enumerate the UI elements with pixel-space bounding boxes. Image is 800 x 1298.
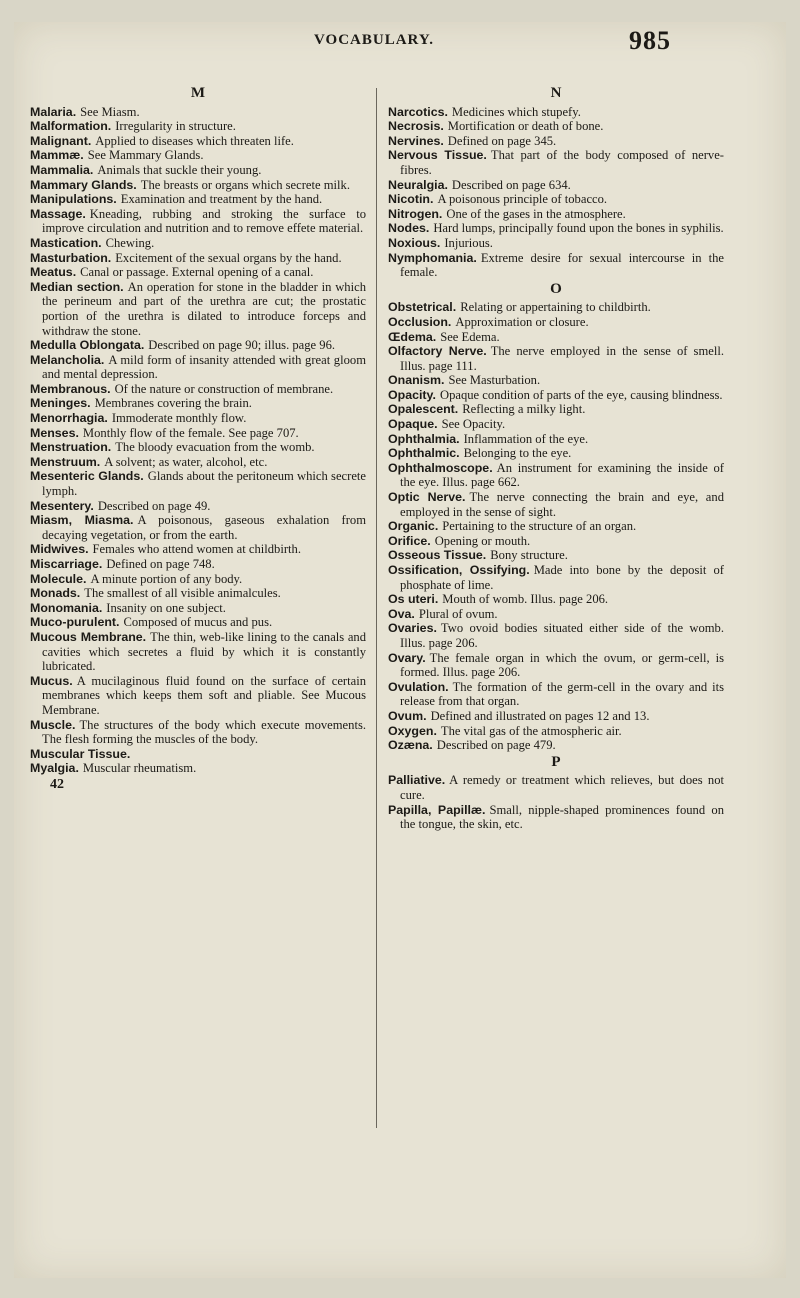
entry-term: Menstruum. [30, 454, 101, 469]
entry-definition: A poisonous, gaseous exhalation from decaying vegetation, or from the earth. [42, 513, 366, 542]
entry-term: Mucus. [30, 673, 73, 688]
glossary-entry [30, 192, 366, 207]
entry-term: Manipulations. [30, 192, 117, 207]
glossary-entry [388, 148, 724, 177]
entry-definition: A remedy or treatment which relieves, but does not cure. [400, 773, 724, 802]
entry-definition: Females who attend women at childbirth. [92, 542, 301, 557]
entry-definition: Irregularity in structure. [115, 119, 236, 134]
glossary-entry [30, 353, 366, 382]
glossary-entry [388, 315, 724, 330]
glossary-entry [30, 251, 366, 266]
entry-term: Opalescent. [388, 402, 459, 417]
section-letter: O [550, 280, 562, 297]
glossary-entry [30, 396, 366, 411]
entry-term: Myalgia. [30, 761, 79, 776]
entry-term: Papilla, Papillæ. [388, 802, 486, 817]
entry-term: Molecule. [30, 571, 87, 586]
entry-term: Malformation. [30, 119, 112, 134]
glossary-entry [388, 119, 724, 134]
entry-term: Menorrhagia. [30, 411, 108, 426]
entry-term: Malignant. [30, 133, 92, 148]
entry-definition: A poisonous principle of tobacco. [437, 192, 608, 207]
glossary-entry [30, 338, 366, 353]
entry-term: Noxious. [388, 235, 441, 250]
entry-term: Ova. [388, 606, 415, 621]
glossary-entry [388, 402, 724, 417]
glossary-entry [388, 300, 724, 315]
entry-definition: Described on page 634. [451, 177, 571, 192]
entry-definition: The bloody evacuation from the womb. [115, 440, 315, 455]
entry-definition: Mouth of womb. Illus. page 206. [442, 592, 609, 607]
entry-term: Monomania. [30, 600, 103, 615]
entry-definition: Extreme desire for sexual intercourse in the female. [400, 250, 724, 280]
entry-term: Menses. [30, 425, 79, 440]
entry-definition: See Miasm. [80, 104, 140, 119]
entry-definition: A minute portion of any body. [90, 571, 243, 586]
entry-definition: Belonging to the eye. [463, 446, 572, 461]
section-letter: P [551, 753, 561, 770]
glossary-entry [388, 461, 724, 490]
glossary-entry [30, 572, 366, 587]
page-number: 985 [629, 26, 671, 55]
entry-definition: See Opacity. [441, 417, 506, 432]
entry-definition: Relating or appertaining to childbirth. [460, 300, 651, 315]
entry-term: Nymphomania. [388, 250, 477, 265]
glossary-entry [388, 621, 724, 650]
entry-term: Mesenteric Glands. [30, 469, 144, 484]
entry-definition: Mortification or death of bone. [447, 119, 604, 134]
entry-definition: The vital gas of the atmospheric air. [440, 723, 622, 738]
glossary-entry [388, 592, 724, 607]
entry-definition: Defined and illustrated on pages 12 and 13. [430, 708, 650, 723]
section-list [388, 86, 724, 832]
entry-term: Opacity. [388, 387, 436, 402]
entry-term: Nicotin. [388, 192, 434, 207]
entry-definition: That part of the body composed of nerve-fibres. [400, 148, 724, 177]
entry-term: Mesentery. [30, 498, 94, 513]
entry-definition: Made into bone by the deposit of phosphate of lime. [400, 563, 724, 592]
entry-term: Olfactory Nerve. [388, 344, 487, 359]
glossary-entry [30, 265, 366, 280]
entry-definition: Opaque condition of parts of the eye, causing blindness. [439, 387, 723, 402]
entry-term: Os uteri. [388, 592, 439, 607]
glossary-entry [30, 499, 366, 514]
entry-term: Muscular Tissue. [30, 746, 131, 761]
entry-term: Organic. [388, 519, 439, 534]
entry-term: Ovum. [388, 708, 427, 723]
entry-definition: Glands about the peritoneum which secrete lymph. [42, 469, 367, 499]
entry-term: Meninges. [30, 396, 91, 411]
entry-term: Miscarriage. [30, 557, 103, 571]
glossary-entry [30, 586, 366, 601]
entry-definition: Kneading, rubbing and stroking the surface to improve circulation and nutrition and to remove effete material. [42, 206, 366, 236]
entry-list [30, 105, 366, 776]
entry-definition: Examination and treatment by the hand. [120, 192, 323, 207]
glossary-entry [388, 709, 724, 724]
glossary-entry [388, 221, 724, 236]
glossary-entry [388, 534, 724, 549]
entry-term: Narcotics. [388, 104, 448, 119]
entry-definition: Animals that suckle their young. [97, 162, 262, 177]
entry-definition: Chewing. [105, 235, 155, 250]
entry-term: Onanism. [388, 373, 445, 388]
glossary-entry [388, 251, 724, 280]
glossary-entry [30, 207, 366, 236]
entry-definition: A solvent; as water, alcohol, etc. [104, 454, 268, 469]
glossary-entry [388, 519, 724, 534]
entry-term: Membranous. [30, 381, 111, 396]
glossary-entry [30, 542, 366, 557]
glossary-entry [388, 236, 724, 251]
entry-definition: Monthly flow of the female. See page 707. [82, 425, 299, 440]
glossary-entry [30, 134, 366, 149]
entry-term: Melancholia. [30, 352, 105, 367]
section-letter: N [550, 85, 562, 101]
glossary-entry [30, 747, 366, 762]
entry-term: Muco-purulent. [30, 615, 120, 630]
glossary-entry [30, 761, 366, 776]
entry-definition: Medicines which stupefy. [451, 104, 581, 119]
entry-definition: An operation for stone in the bladder in which the perineum and part of the urethra are cut; the prostatic portion of the urethra is dilated to introduce forceps and withdraw the stone. [42, 279, 366, 338]
entry-definition: See Masturbation. [448, 373, 541, 388]
glossary-entry [30, 236, 366, 251]
letter-section [388, 755, 724, 832]
entry-definition: The formation of the germ-cell in the ovary and its release from that organ. [400, 679, 724, 709]
entry-term: Mammæ. [30, 148, 84, 163]
entry-definition: Membranes covering the brain. [94, 396, 252, 411]
entry-term: Ophthalmic. [388, 446, 460, 461]
entry-term: Ovary. [388, 650, 426, 665]
entry-term: Monads. [30, 586, 81, 601]
entry-definition: Bony structure. [490, 548, 568, 563]
section-letter: M [190, 85, 206, 101]
entry-term: Midwives. [30, 542, 89, 557]
glossary-entry [388, 105, 724, 120]
entry-term: Nodes. [388, 221, 430, 236]
glossary-entry [388, 417, 724, 432]
glossary-entry [30, 163, 366, 178]
entry-term: Malaria. [30, 104, 77, 119]
entry-definition: Of the nature or construction of membrane. [114, 381, 334, 396]
entry-term: Osseous Tissue. [388, 548, 487, 563]
entry-definition: The nerve employed in the sense of smell. Illus. page 111. [400, 344, 724, 373]
entry-definition: Pertaining to the structure of an organ. [442, 519, 637, 534]
entry-definition: Small, nipple-shaped prominences found on the tongue, the skin, etc. [400, 802, 724, 832]
entry-term: Mammalia. [30, 162, 94, 177]
glossary-entry [30, 601, 366, 616]
glossary-entry [30, 105, 366, 120]
glossary-entry [388, 607, 724, 622]
glossary-entry [30, 440, 366, 455]
glossary-entry [388, 680, 724, 709]
glossary-entry [30, 455, 366, 470]
letter-section [388, 86, 724, 280]
entry-definition: Applied to diseases which threaten life. [95, 133, 294, 148]
entry-definition: Insanity on one subject. [106, 600, 226, 615]
glossary-entry [388, 330, 724, 345]
entry-term: Ophthalmia. [388, 431, 460, 446]
entry-term: Ossification, Ossifying. [388, 563, 530, 577]
glossary-entry [30, 382, 366, 397]
entry-definition: The smallest of all visible animalcules. [84, 586, 281, 601]
entry-term: Median section. [30, 279, 124, 294]
entry-definition: Two ovoid bodies situated either side of the womb. Illus. page 206. [400, 621, 724, 650]
entry-term: Necrosis. [388, 119, 444, 134]
entry-term: Miasm, Miasma. [30, 513, 134, 528]
entry-term: Ozæna. [388, 738, 433, 753]
glossary-entry [388, 548, 724, 563]
entry-definition: Described on page 49. [97, 498, 211, 513]
entry-term: Œdema. [388, 329, 437, 344]
entry-term: Palliative. [388, 773, 446, 788]
glossary-entry [388, 388, 724, 403]
glossary-entry [30, 615, 366, 630]
glossary-entry [30, 426, 366, 441]
dictionary-page [14, 22, 786, 1278]
entry-definition: The nerve connecting the brain and eye, and employed in the sense of sight. [400, 490, 724, 519]
entry-definition: Muscular rheumatism. [82, 761, 197, 776]
entry-term: Obstetrical. [388, 300, 457, 315]
glossary-entry [388, 134, 724, 149]
entry-definition: Hard lumps, principally found upon the bones in syphilis. [433, 221, 724, 236]
entry-definition: Plural of ovum. [418, 606, 498, 621]
glossary-entry [30, 513, 366, 542]
entry-term: Nervous Tissue. [388, 148, 487, 163]
entry-term: Massage. [30, 206, 86, 221]
footer-number: 42 [50, 776, 64, 792]
glossary-entry [388, 773, 724, 802]
glossary-entry [388, 446, 724, 461]
entry-definition: See Edema. [440, 329, 500, 344]
entry-definition: A mucilaginous fluid found on the surface of certain membranes which keeps them soft and pliable. See Mucous Membrane. [42, 673, 366, 717]
entry-definition: Defined on page 345. [447, 133, 557, 148]
letter-section [388, 282, 724, 753]
entry-definition: Reflecting a milky light. [462, 402, 586, 417]
entry-definition: Defined on page 748. [106, 557, 215, 571]
entry-definition: Inflammation of the eye. [463, 431, 589, 446]
glossary-entry [30, 557, 366, 572]
entry-term: Nitrogen. [388, 206, 443, 221]
glossary-entry [30, 718, 366, 747]
glossary-entry [388, 738, 724, 753]
entry-term: Ovaries. [388, 621, 437, 636]
glossary-entry [30, 411, 366, 426]
entry-term: Mucous Membrane. [30, 629, 147, 644]
glossary-entry [388, 207, 724, 222]
glossary-entry [30, 674, 366, 718]
entry-definition: A mild form of insanity attended with great gloom and mental depression. [42, 352, 366, 382]
glossary-entry [30, 178, 366, 193]
entry-term: Oxygen. [388, 723, 437, 738]
entry-term: Menstruation. [30, 440, 112, 455]
glossary-entry [388, 490, 724, 519]
glossary-entry [388, 803, 724, 832]
entry-definition: Immoderate monthly flow. [111, 411, 247, 426]
entry-definition: An instrument for examining the inside of the eye. Illus. page 662. [400, 460, 724, 490]
entry-term: Mastication. [30, 235, 102, 250]
entry-definition: One of the gases in the atmosphere. [446, 206, 626, 221]
entry-definition: The structures of the body which execute movements. The flesh forming the muscles of the body. [42, 717, 366, 747]
entry-definition: The female organ in which the ovum, or germ-cell, is formed. Illus. page 206. [400, 650, 724, 680]
entry-term: Occlusion. [388, 314, 452, 329]
glossary-entry [30, 280, 366, 338]
glossary-entry [30, 469, 366, 498]
entry-definition: Opening or mouth. [434, 533, 531, 548]
right-column [388, 84, 724, 832]
entry-term: Medulla Oblongata. [30, 338, 145, 353]
entry-term: Mammary Glands. [30, 177, 137, 192]
entry-term: Orifice. [388, 533, 431, 548]
glossary-entry [30, 630, 366, 674]
entry-term: Optic Nerve. [388, 490, 466, 505]
glossary-entry [388, 373, 724, 388]
glossary-entry [388, 724, 724, 739]
entry-term: Opaque. [388, 417, 438, 432]
entry-definition: Injurious. [444, 235, 493, 250]
running-head: VOCABULARY. [314, 32, 435, 48]
entry-definition: Excitement of the sexual organs by the hand. [115, 250, 342, 265]
entry-term: Neuralgia. [388, 177, 448, 192]
entry-definition: The breasts or organs which secrete milk. [140, 177, 350, 192]
left-column [30, 84, 366, 797]
entry-term: Nervines. [388, 133, 444, 148]
glossary-entry [388, 178, 724, 193]
glossary-entry [30, 148, 366, 163]
entry-definition: See Mammary Glands. [87, 148, 204, 163]
glossary-entry [388, 192, 724, 207]
entry-term: Meatus. [30, 265, 77, 280]
glossary-entry [388, 651, 724, 680]
entry-term: Muscle. [30, 717, 76, 732]
entry-definition: Described on page 90; illus. page 96. [148, 338, 336, 353]
entry-definition: Composed of mucus and pus. [123, 615, 273, 630]
glossary-entry [388, 563, 724, 592]
entry-definition: The thin, web-like lining to the canals and cavities which secretes a fluid by which it is constantly lubricated. [42, 629, 367, 674]
entry-term: Ovulation. [388, 679, 449, 694]
column-divider [376, 88, 377, 1128]
entry-term: Ophthalmoscope. [388, 460, 493, 475]
entry-term: Masturbation. [30, 250, 112, 265]
glossary-entry [388, 344, 724, 373]
entry-definition: Approximation or closure. [455, 314, 589, 329]
entry-definition: Canal or passage. External opening of a canal. [80, 265, 314, 280]
glossary-entry [30, 119, 366, 134]
entry-definition: Described on page 479. [436, 738, 556, 753]
glossary-entry [388, 432, 724, 447]
